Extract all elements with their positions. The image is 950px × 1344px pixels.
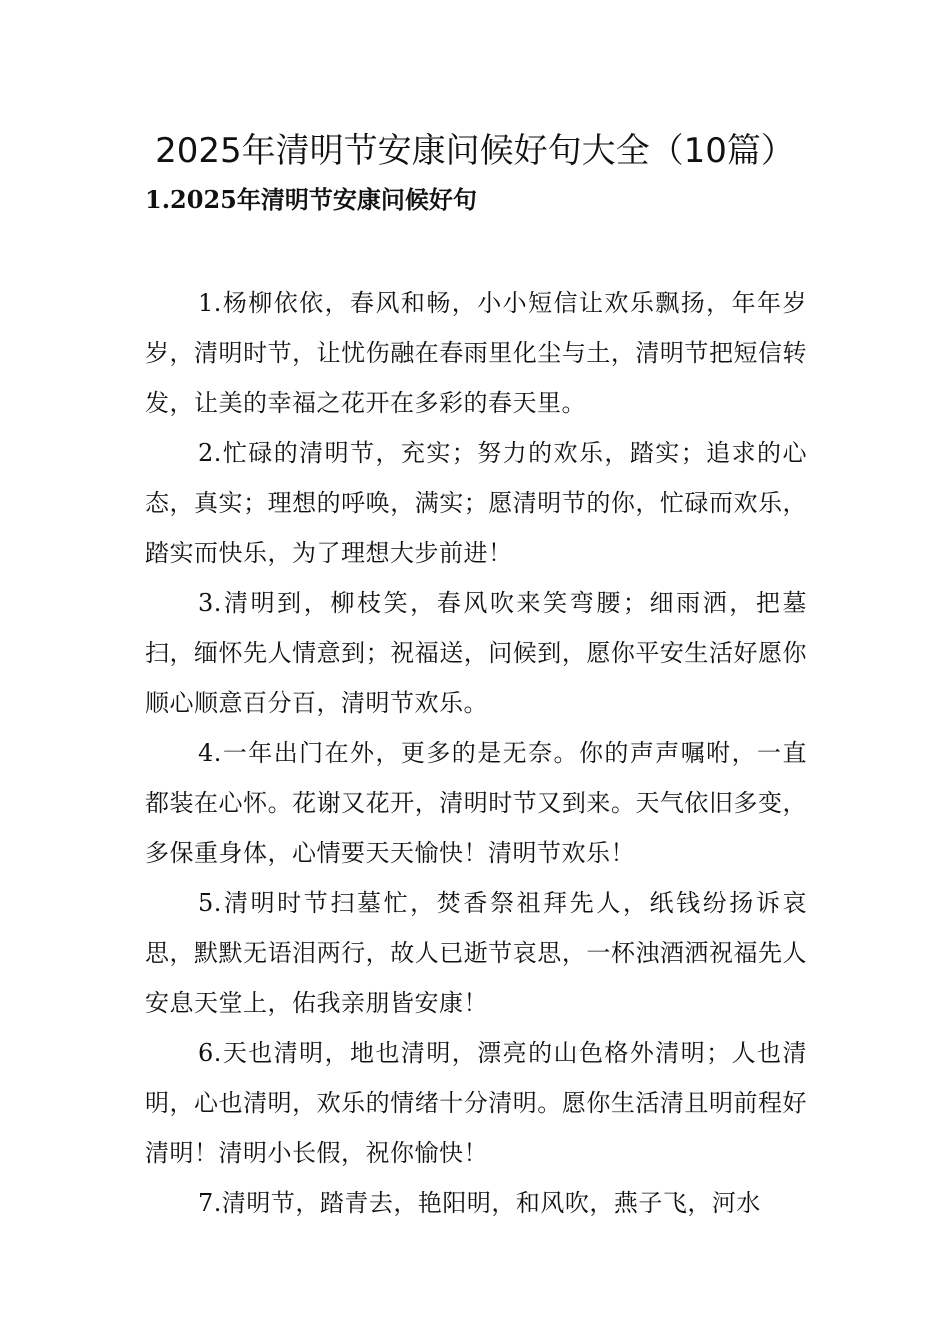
paragraph-6: 6.天也清明，地也清明，漂亮的山色格外清明；人也清明，心也清明，欢乐的情绪十分清明。愿你生活清且明前程好清明！清明小长假，祝你愉快！ (145, 1039, 807, 1167)
paragraph-4: 4.一年出门在外，更多的是无奈。你的声声嘱咐，一直都装在心怀。花谢又花开，清明时节又到来。天气依旧多变，多保重身体，心情要天天愉快！清明节欢乐！ (145, 739, 807, 867)
section-heading: 1.2025年清明节安康问候好句 (145, 185, 477, 214)
paragraph-7: 7.清明节，踏青去，艳阳明，和风吹，燕子飞，河水 (198, 1189, 761, 1217)
paragraph-3: 3.清明到，柳枝笑，春风吹来笑弯腰；细雨洒，把墓扫，缅怀先人情意到；祝福送，问候到，愿你平安生活好愿你顺心顺意百分百，清明节欢乐。 (145, 589, 807, 717)
paragraph-1: 1.杨柳依依，春风和畅，小小短信让欢乐飘扬，年年岁岁，清明时节，让忧伤融在春雨里化尘与土，清明节把短信转发，让美的幸福之花开在多彩的春天里。 (145, 289, 807, 417)
document-body (145, 278, 807, 1228)
document-title: 2025年清明节安康问候好句大全（10篇） (155, 131, 795, 171)
paragraph-2: 2.忙碌的清明节，充实；努力的欢乐，踏实；追求的心态，真实；理想的呼唤，满实；愿清明节的你，忙碌而欢乐，踏实而快乐，为了理想大步前进！ (145, 439, 807, 567)
paragraph-5: 5.清明时节扫墓忙，焚香祭祖拜先人，纸钱纷扬诉哀思，默默无语泪两行，故人已逝节哀思，一杯浊酒洒祝福先人安息天堂上，佑我亲朋皆安康！ (145, 889, 807, 1017)
